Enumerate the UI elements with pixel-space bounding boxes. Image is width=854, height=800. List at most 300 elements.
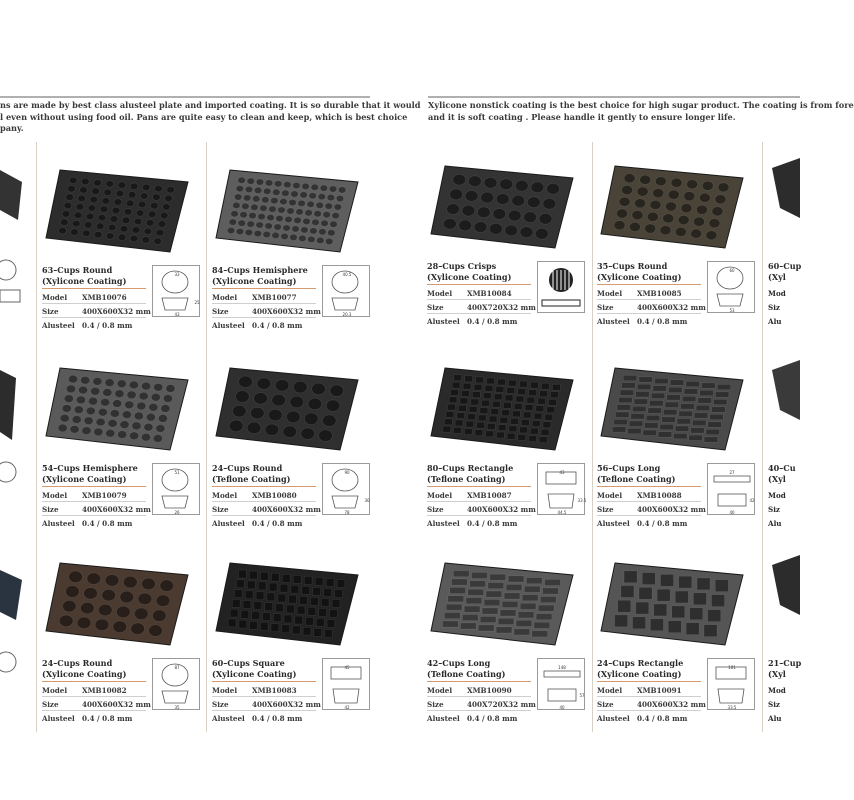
tray-cup <box>496 432 504 438</box>
tray-cup <box>152 610 166 622</box>
tray-cup <box>671 178 682 187</box>
tray-cup <box>249 213 256 219</box>
tray-cup <box>98 408 107 416</box>
tray-cup <box>637 187 648 196</box>
dimension-label: 40 <box>729 510 735 515</box>
tray-cup <box>113 621 127 633</box>
tray-cup <box>271 573 279 581</box>
product-coating: (Xylicone Coating) <box>212 668 297 679</box>
tray-cup <box>116 190 124 197</box>
tray-cup <box>166 385 175 393</box>
tray-cup <box>290 234 297 240</box>
tray-cup <box>547 407 555 413</box>
tray-cup <box>232 599 240 607</box>
product-image[interactable] <box>210 152 370 260</box>
tray-cup <box>514 629 530 635</box>
tray-cup <box>628 428 641 433</box>
tray-cup <box>156 595 170 607</box>
tray-cup <box>92 188 100 195</box>
tray-cup <box>668 190 679 199</box>
tray-cup <box>484 599 500 605</box>
tray-cup <box>82 427 91 435</box>
tray-cup <box>326 579 334 587</box>
tray-cup <box>106 429 115 437</box>
tray-cup <box>233 202 240 208</box>
tray-cup <box>463 383 471 389</box>
product-title <box>427 261 511 282</box>
tray-cup <box>254 187 261 193</box>
product-card[interactable] <box>595 545 755 725</box>
tray-cup <box>70 229 78 236</box>
tray-cup <box>459 220 472 231</box>
tray-cup <box>462 614 478 620</box>
tray-cup <box>93 378 102 386</box>
tray-cup <box>451 389 459 395</box>
spec-label: Alusteel <box>212 519 245 528</box>
tray-cup <box>80 602 94 614</box>
tray-cup <box>263 188 270 194</box>
tray-cup <box>538 398 546 404</box>
top-rule-left <box>0 96 370 98</box>
tray-cup <box>503 402 511 408</box>
tray-cup <box>535 228 548 239</box>
dimension-label: 45 <box>344 665 350 670</box>
tray-cup <box>520 427 528 433</box>
tray-cup <box>134 218 142 225</box>
partial-spec-label: Siz <box>768 303 781 312</box>
spec-value: XMB10076 <box>82 293 127 302</box>
tray-cup <box>653 386 666 391</box>
tray-cup <box>144 228 152 235</box>
tray-cup <box>324 588 332 596</box>
tray-cup <box>614 419 627 424</box>
tray-cup <box>108 224 116 231</box>
tray-cup <box>286 411 300 423</box>
tray-cup <box>154 383 163 391</box>
tray-cup <box>468 414 476 420</box>
tray-cup <box>646 415 659 420</box>
spec-value: 0.4 / 0.8 mm <box>467 714 518 723</box>
spec-value: 400X600X32 mm <box>82 700 151 709</box>
tray-cup <box>474 222 487 233</box>
tray-cup <box>663 214 674 223</box>
tray-cup <box>243 195 250 201</box>
dimension-diagram <box>152 265 200 317</box>
tray-cup <box>468 589 484 595</box>
tray-cup <box>708 422 721 427</box>
spec-label: Size <box>212 505 229 514</box>
tray-cup <box>507 388 515 394</box>
tray-cup <box>464 606 480 612</box>
tray-cup <box>78 195 86 202</box>
tray-cup <box>336 195 343 201</box>
product-image[interactable] <box>595 350 755 458</box>
product-title <box>42 658 126 679</box>
tray-cup <box>158 415 167 423</box>
product-card[interactable] <box>210 152 370 332</box>
tray-cup <box>629 222 640 231</box>
tray-cup <box>86 213 94 220</box>
tray-cup <box>102 198 110 205</box>
tray-cup <box>493 209 506 220</box>
product-card[interactable] <box>40 545 200 725</box>
title-underline <box>597 284 701 285</box>
tray-cup <box>254 602 262 610</box>
spec-row-model <box>42 489 146 502</box>
product-name: 24–Cups Round <box>42 658 113 668</box>
tray-cup <box>76 203 84 210</box>
tray-cup <box>131 623 145 635</box>
product-card[interactable] <box>425 545 585 725</box>
tray-cup <box>285 216 292 222</box>
tray-cup <box>117 380 126 388</box>
tray-cup <box>516 396 524 402</box>
tray-cup <box>127 391 136 399</box>
tray-cup <box>529 436 537 442</box>
tray-cup <box>447 204 460 215</box>
spec-row-model <box>597 684 701 697</box>
product-card[interactable] <box>425 148 585 328</box>
dimension-label: 42 <box>749 498 755 503</box>
tray-cup <box>228 619 236 627</box>
product-title <box>42 265 126 286</box>
product-image[interactable] <box>210 350 370 458</box>
spec-label: Alusteel <box>427 317 460 326</box>
tray-cup <box>80 187 88 194</box>
tray-cup <box>123 576 137 588</box>
product-card[interactable] <box>595 148 755 328</box>
tray-cup <box>98 604 112 616</box>
tray-cup <box>540 391 548 397</box>
tray-cup <box>271 624 279 632</box>
tray-cup <box>322 415 336 427</box>
tray-cup <box>622 383 635 388</box>
partial-spec-label: Alu <box>768 317 782 326</box>
product-coating: (Xylicone Coating) <box>597 271 682 282</box>
tray-cup <box>241 610 249 618</box>
tray-cup <box>681 404 694 409</box>
tray-cup <box>305 210 312 216</box>
tray-cup <box>60 219 68 226</box>
spec-row-size <box>212 698 321 711</box>
product-name: 42–Cups Long <box>427 658 491 668</box>
spec-value: XMB10082 <box>82 686 127 695</box>
tray-cup <box>635 199 646 208</box>
tray-cup <box>521 420 529 426</box>
partial-spec-label: Mod <box>768 491 786 500</box>
spec-value: 0.4 / 0.8 mm <box>82 714 133 723</box>
tray-cup <box>245 186 252 192</box>
tray-cup <box>665 402 678 407</box>
intro-right <box>428 100 854 123</box>
tray-cup <box>138 201 146 208</box>
tray-cup <box>118 431 127 439</box>
spec-row-alusteel <box>42 517 146 530</box>
tray-cup <box>102 589 116 601</box>
tray-cup <box>236 580 244 588</box>
tray-cup <box>254 230 261 236</box>
tray-cup <box>624 571 637 583</box>
tray-cup <box>88 397 97 405</box>
tray-cup <box>260 572 268 580</box>
tray-cup <box>326 400 340 412</box>
tray-cup <box>477 422 485 428</box>
tray-cup <box>67 185 75 192</box>
product-coating: (Xylicone Coating) <box>597 668 682 679</box>
spec-value: 400X600X32 mm <box>82 505 151 514</box>
tray-cup <box>153 435 162 443</box>
tray-cup <box>325 203 332 209</box>
tray-cup <box>704 625 717 637</box>
product-card[interactable] <box>40 350 200 530</box>
spec-value: 0.4 / 0.8 mm <box>252 714 303 723</box>
spec-label: Model <box>212 491 238 500</box>
product-image[interactable] <box>425 148 585 256</box>
tray-cup <box>132 227 140 234</box>
product-name: 54–Cups Hemisphere <box>42 463 138 473</box>
spec-label: Size <box>597 700 614 709</box>
dimension-diagram <box>537 658 585 710</box>
tray-cup <box>477 207 490 218</box>
tray-cup <box>284 181 291 187</box>
product-coating: (Xylicone Coating) <box>427 271 512 282</box>
tray-cup <box>278 207 285 213</box>
title-underline <box>212 486 316 487</box>
tray-cup <box>632 210 643 219</box>
spec-value: XMB10077 <box>252 293 297 302</box>
dimension-label: 33.5 <box>727 705 737 710</box>
tray-cup <box>72 416 81 424</box>
tray-cup <box>308 236 315 242</box>
spec-label: Size <box>42 700 59 709</box>
tray-cup <box>308 398 322 410</box>
tray-cup <box>90 196 98 203</box>
product-card[interactable] <box>425 350 585 530</box>
tray-cup <box>669 387 682 392</box>
tray-cup <box>327 620 335 628</box>
tray-cup <box>444 613 460 619</box>
tray-cup <box>662 417 675 422</box>
product-image[interactable] <box>425 350 585 458</box>
tray-cup <box>675 426 688 431</box>
tray-cup <box>62 211 70 218</box>
tray-cup <box>532 631 548 637</box>
tray-cup <box>498 618 514 624</box>
tray-cup <box>321 220 328 226</box>
tray-cup <box>547 183 560 194</box>
product-image[interactable] <box>425 545 585 653</box>
product-image[interactable] <box>40 152 200 260</box>
tray-cup <box>165 195 173 202</box>
tray-cup <box>668 621 681 633</box>
spec-label: Alusteel <box>212 321 245 330</box>
tray-cup <box>454 427 462 433</box>
dimension-diagram <box>152 658 200 710</box>
tray-cup <box>549 399 557 405</box>
tray-cup <box>313 587 321 595</box>
partial-title <box>768 463 796 484</box>
dimension-diagram <box>537 261 585 313</box>
tray-cup <box>64 395 73 403</box>
tray-cup <box>142 237 150 244</box>
spec-value: 400X600X32 mm <box>637 303 706 312</box>
tray-cup <box>129 381 138 389</box>
dimension-label: 51 <box>174 470 180 475</box>
tray-cup <box>271 198 278 204</box>
spec-row-size <box>597 698 706 711</box>
tray-cup <box>530 428 538 434</box>
tray-cup <box>466 598 482 604</box>
tray-cup <box>156 425 165 433</box>
tray-cup <box>639 587 652 599</box>
tray-cup <box>256 222 263 228</box>
tray-cup <box>686 623 699 635</box>
tray-cup <box>315 577 323 585</box>
product-image[interactable] <box>40 350 200 458</box>
tray-cup <box>265 223 272 229</box>
spec-value: XMB10084 <box>467 289 512 298</box>
tray-cup <box>500 610 516 616</box>
tray-cup <box>84 417 93 425</box>
dimension-diagram <box>322 265 370 317</box>
product-title <box>427 463 513 484</box>
tray-cup <box>59 227 67 234</box>
tray-cup <box>265 424 279 436</box>
title-underline <box>212 288 316 289</box>
tray-cup <box>269 206 276 212</box>
tray-cup <box>149 403 158 411</box>
dimension-label: 30 <box>364 498 370 503</box>
tray-cup <box>236 185 243 191</box>
product-card[interactable] <box>595 350 755 530</box>
tray-cup <box>681 203 692 212</box>
tray-cup <box>260 622 268 630</box>
column-divider <box>36 142 37 732</box>
product-title <box>42 463 138 484</box>
product-image[interactable] <box>210 545 370 653</box>
tray-cup <box>289 199 296 205</box>
tray-cup <box>130 235 138 242</box>
tray-cup <box>124 208 132 215</box>
spec-value: XMB10079 <box>82 491 127 500</box>
partial-product-card <box>766 148 800 328</box>
spec-value: 400X600X32 mm <box>637 700 706 709</box>
dimension-label: 40 <box>559 705 565 710</box>
tray-cup <box>446 604 462 610</box>
partial-name: 60–Cup <box>768 261 802 271</box>
spec-value: 400X600X32 mm <box>637 505 706 514</box>
tray-cup <box>545 579 561 585</box>
tray-cup <box>534 622 550 628</box>
dimension-diagram <box>537 463 585 515</box>
tray-cup <box>239 570 247 578</box>
spec-row-alusteel <box>427 517 531 530</box>
title-underline <box>42 288 146 289</box>
partial-coating: (Xyl <box>768 473 786 484</box>
product-title <box>597 658 683 679</box>
tray-cup <box>96 223 104 230</box>
tray-cup <box>282 190 289 196</box>
tray-cup <box>314 628 322 636</box>
tray-cup <box>304 413 318 425</box>
tray-cup <box>541 429 549 435</box>
tray-cup <box>265 603 273 611</box>
tray-cup <box>158 221 166 228</box>
tray-cup <box>689 435 702 440</box>
tray-cup <box>316 618 324 626</box>
spec-row-size <box>42 503 151 516</box>
dimension-diagram <box>707 261 755 313</box>
tray-cup <box>280 584 288 592</box>
tray-cup <box>460 398 468 404</box>
spec-value: 0.4 / 0.8 mm <box>637 714 688 723</box>
spec-label: Alusteel <box>597 714 630 723</box>
spec-row-size <box>42 698 151 711</box>
tray-cup <box>520 381 528 387</box>
product-card[interactable] <box>210 350 370 530</box>
spec-value: 0.4 / 0.8 mm <box>82 519 133 528</box>
tray-cup <box>112 207 120 214</box>
tray-cup <box>634 399 647 404</box>
tray-cup <box>95 619 109 631</box>
spec-label: Size <box>597 303 614 312</box>
tray-cup <box>101 398 110 406</box>
tray-cup <box>715 195 726 204</box>
title-underline <box>427 284 531 285</box>
tray-cup <box>130 432 139 440</box>
tray-cup <box>325 238 332 244</box>
tray-cup <box>258 213 265 219</box>
tray-cup <box>308 607 316 615</box>
tray-cup <box>486 431 494 437</box>
tray-cup <box>690 608 703 620</box>
tray-cup <box>251 204 258 210</box>
dimension-label: 101 <box>728 665 736 670</box>
tray-cup <box>295 616 303 624</box>
tray-cup <box>292 226 299 232</box>
spec-label: Model <box>42 686 68 695</box>
tray-cup <box>103 389 112 397</box>
tray-cup <box>76 396 85 404</box>
tray-cup <box>490 574 506 580</box>
tray-cup <box>327 194 334 200</box>
dimension-label: 44.5 <box>557 510 567 515</box>
spec-label: Size <box>42 307 59 316</box>
title-underline <box>42 681 146 682</box>
tray-cup <box>64 202 72 209</box>
spec-row-model <box>427 489 531 502</box>
tray-cup <box>612 427 625 432</box>
product-image[interactable] <box>595 148 755 256</box>
tray-cup <box>330 221 337 227</box>
product-image[interactable] <box>595 545 755 653</box>
product-image[interactable] <box>40 545 200 653</box>
intro-left <box>0 100 421 135</box>
tray-cup <box>672 606 685 618</box>
tray-cup <box>617 405 630 410</box>
product-card[interactable] <box>40 152 200 332</box>
tray-cup <box>505 395 513 401</box>
tray-cup <box>648 408 661 413</box>
tray-cup <box>453 571 469 577</box>
tray-cup <box>684 389 697 394</box>
tray-cup <box>543 198 556 209</box>
tray-cup <box>110 216 118 223</box>
dimension-label: 33.5 <box>577 498 587 503</box>
spec-row-size <box>427 698 536 711</box>
product-card[interactable] <box>210 545 370 725</box>
tray-cup <box>526 578 542 584</box>
